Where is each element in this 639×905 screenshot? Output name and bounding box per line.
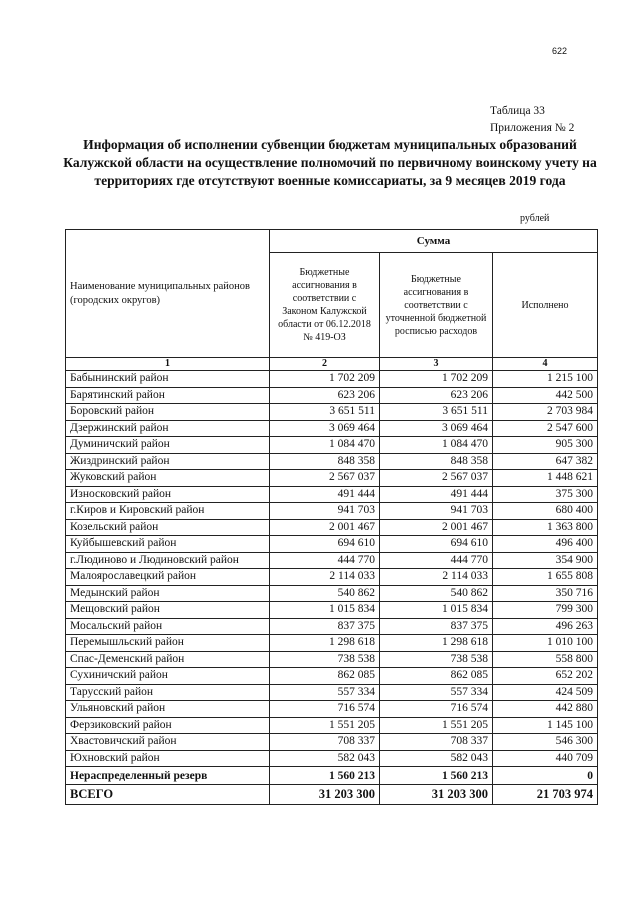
district-name-cell: Бабынинский район [66, 371, 270, 388]
refined-allocation-cell: 491 444 [380, 486, 493, 503]
executed-cell: 799 300 [493, 602, 598, 619]
executed-cell: 1 010 100 [493, 635, 598, 652]
law-allocation-cell: 1 084 470 [270, 437, 380, 454]
table-row [66, 618, 598, 635]
district-name-cell: Ульяновский район [66, 701, 270, 718]
column-number: 2 [270, 358, 380, 371]
table-row [66, 486, 598, 503]
refined-allocation-cell: 444 770 [380, 552, 493, 569]
refined-allocation-cell: 941 703 [380, 503, 493, 520]
column-number: 4 [493, 358, 598, 371]
executed-cell: 680 400 [493, 503, 598, 520]
header-district-name: Наименование муниципальных районов (городских округов) [66, 230, 270, 358]
reserve-refined-value: 1 560 213 [380, 767, 493, 785]
refined-allocation-cell: 2 001 467 [380, 519, 493, 536]
executed-cell: 2 703 984 [493, 404, 598, 421]
total-refined-value: 31 203 300 [380, 785, 493, 805]
executed-cell: 652 202 [493, 668, 598, 685]
table-row [66, 470, 598, 487]
law-allocation-cell: 444 770 [270, 552, 380, 569]
header-sum: Сумма [270, 230, 598, 253]
law-allocation-cell: 491 444 [270, 486, 380, 503]
table-row [66, 420, 598, 437]
refined-allocation-cell: 623 206 [380, 387, 493, 404]
executed-cell: 1 448 621 [493, 470, 598, 487]
table-row [66, 387, 598, 404]
district-name-cell: Мосальский район [66, 618, 270, 635]
district-name-cell: Перемышльский район [66, 635, 270, 652]
table-row [66, 503, 598, 520]
executed-cell: 546 300 [493, 734, 598, 751]
district-name-cell: Юхновский район [66, 750, 270, 767]
table-row [66, 750, 598, 767]
executed-cell: 375 300 [493, 486, 598, 503]
document-title: Информация об исполнении субвенции бюджетам муниципальных образований Калужской области на осуществление полномочий по первичному воинскому учету на территориях где отсутствуют военные комиссариаты, за 9 месяцев 2019 года [63, 137, 597, 188]
column-number: 1 [66, 358, 270, 371]
executed-cell: 496 263 [493, 618, 598, 635]
law-allocation-cell: 941 703 [270, 503, 380, 520]
district-name-cell: Тарусский район [66, 684, 270, 701]
refined-allocation-cell: 1 084 470 [380, 437, 493, 454]
executed-cell: 440 709 [493, 750, 598, 767]
executed-cell: 442 500 [493, 387, 598, 404]
law-allocation-cell: 1 298 618 [270, 635, 380, 652]
executed-cell: 905 300 [493, 437, 598, 454]
district-name-cell: Хвастовичский район [66, 734, 270, 751]
table-row [66, 536, 598, 553]
reserve-label: Нераспределенный резерв [66, 767, 270, 785]
refined-allocation-cell: 1 551 205 [380, 717, 493, 734]
table-row [66, 602, 598, 619]
reserve-row [66, 767, 598, 785]
executed-cell: 350 716 [493, 585, 598, 602]
law-allocation-cell: 623 206 [270, 387, 380, 404]
table-row [66, 371, 598, 388]
table-row [66, 404, 598, 421]
district-name-cell: Ферзиковский район [66, 717, 270, 734]
district-name-cell: Износковский район [66, 486, 270, 503]
table-row [66, 701, 598, 718]
table-number: Таблица 33 [490, 105, 545, 117]
executed-cell: 2 547 600 [493, 420, 598, 437]
refined-allocation-cell: 2 567 037 [380, 470, 493, 487]
page-number: 622 [552, 46, 568, 56]
header-executed: Исполнено [493, 253, 598, 358]
refined-allocation-cell: 557 334 [380, 684, 493, 701]
district-name-cell: Спас-Деменский район [66, 651, 270, 668]
refined-allocation-cell: 1 015 834 [380, 602, 493, 619]
executed-cell: 424 509 [493, 684, 598, 701]
table-row [66, 437, 598, 454]
law-allocation-cell: 694 610 [270, 536, 380, 553]
executed-cell: 1 363 800 [493, 519, 598, 536]
executed-cell: 1 145 100 [493, 717, 598, 734]
district-name-cell: Дзержинский район [66, 420, 270, 437]
header-refined-allocations: Бюджетные ассигнования в соответствии с уточненной бюджетной росписью расходов [380, 253, 493, 358]
law-allocation-cell: 708 337 [270, 734, 380, 751]
refined-allocation-cell: 2 114 033 [380, 569, 493, 586]
law-allocation-cell: 1 551 205 [270, 717, 380, 734]
law-allocation-cell: 862 085 [270, 668, 380, 685]
total-law-value: 31 203 300 [270, 785, 380, 805]
table-row [66, 684, 598, 701]
executed-cell: 496 400 [493, 536, 598, 553]
district-name-cell: г.Людиново и Людиновский район [66, 552, 270, 569]
appendix-number: Приложения № 2 [490, 122, 575, 134]
law-allocation-cell: 738 538 [270, 651, 380, 668]
district-name-cell: Жуковский район [66, 470, 270, 487]
table-row [66, 734, 598, 751]
law-allocation-cell: 848 358 [270, 453, 380, 470]
law-allocation-cell: 2 567 037 [270, 470, 380, 487]
total-row [66, 785, 598, 805]
refined-allocation-cell: 694 610 [380, 536, 493, 553]
total-label: ВСЕГО [66, 785, 270, 805]
table-row [66, 552, 598, 569]
executed-cell: 1 215 100 [493, 371, 598, 388]
executed-cell: 558 800 [493, 651, 598, 668]
refined-allocation-cell: 3 069 464 [380, 420, 493, 437]
table-reference [490, 103, 574, 137]
law-allocation-cell: 837 375 [270, 618, 380, 635]
table-row [66, 519, 598, 536]
executed-cell: 1 655 808 [493, 569, 598, 586]
executed-cell: 442 880 [493, 701, 598, 718]
law-allocation-cell: 3 069 464 [270, 420, 380, 437]
district-name-cell: Сухиничский район [66, 668, 270, 685]
law-allocation-cell: 2 001 467 [270, 519, 380, 536]
district-name-cell: Жиздринский район [66, 453, 270, 470]
column-number: 3 [380, 358, 493, 371]
refined-allocation-cell: 3 651 511 [380, 404, 493, 421]
refined-allocation-cell: 716 574 [380, 701, 493, 718]
reserve-executed-value: 0 [493, 767, 598, 785]
table-row [66, 717, 598, 734]
law-allocation-cell: 582 043 [270, 750, 380, 767]
district-name-cell: Думиничский район [66, 437, 270, 454]
refined-allocation-cell: 848 358 [380, 453, 493, 470]
reserve-law-value: 1 560 213 [270, 767, 380, 785]
refined-allocation-cell: 708 337 [380, 734, 493, 751]
table-row [66, 569, 598, 586]
law-allocation-cell: 540 862 [270, 585, 380, 602]
district-name-cell: Медынский район [66, 585, 270, 602]
district-name-cell: Козельский район [66, 519, 270, 536]
currency-unit: рублей [520, 213, 550, 224]
refined-allocation-cell: 862 085 [380, 668, 493, 685]
district-name-cell: Малоярославецкий район [66, 569, 270, 586]
district-name-cell: Боровский район [66, 404, 270, 421]
law-allocation-cell: 557 334 [270, 684, 380, 701]
law-allocation-cell: 716 574 [270, 701, 380, 718]
subvention-table [65, 229, 598, 805]
law-allocation-cell: 3 651 511 [270, 404, 380, 421]
executed-cell: 647 382 [493, 453, 598, 470]
law-allocation-cell: 2 114 033 [270, 569, 380, 586]
refined-allocation-cell: 540 862 [380, 585, 493, 602]
total-executed-value: 21 703 974 [493, 785, 598, 805]
table-row [66, 635, 598, 652]
refined-allocation-cell: 837 375 [380, 618, 493, 635]
refined-allocation-cell: 1 298 618 [380, 635, 493, 652]
table-row [66, 668, 598, 685]
district-name-cell: Барятинский район [66, 387, 270, 404]
refined-allocation-cell: 738 538 [380, 651, 493, 668]
law-allocation-cell: 1 702 209 [270, 371, 380, 388]
executed-cell: 354 900 [493, 552, 598, 569]
district-name-cell: г.Киров и Кировский район [66, 503, 270, 520]
law-allocation-cell: 1 015 834 [270, 602, 380, 619]
table-row [66, 585, 598, 602]
table-row [66, 651, 598, 668]
table-row [66, 453, 598, 470]
header-law-allocations: Бюджетные ассигнования в соответствии с Законом Калужской области от 06.12.2018 № 419-ОЗ [270, 253, 380, 358]
table-body [66, 371, 598, 767]
district-name-cell: Куйбышевский район [66, 536, 270, 553]
refined-allocation-cell: 1 702 209 [380, 371, 493, 388]
refined-allocation-cell: 582 043 [380, 750, 493, 767]
district-name-cell: Мещовский район [66, 602, 270, 619]
